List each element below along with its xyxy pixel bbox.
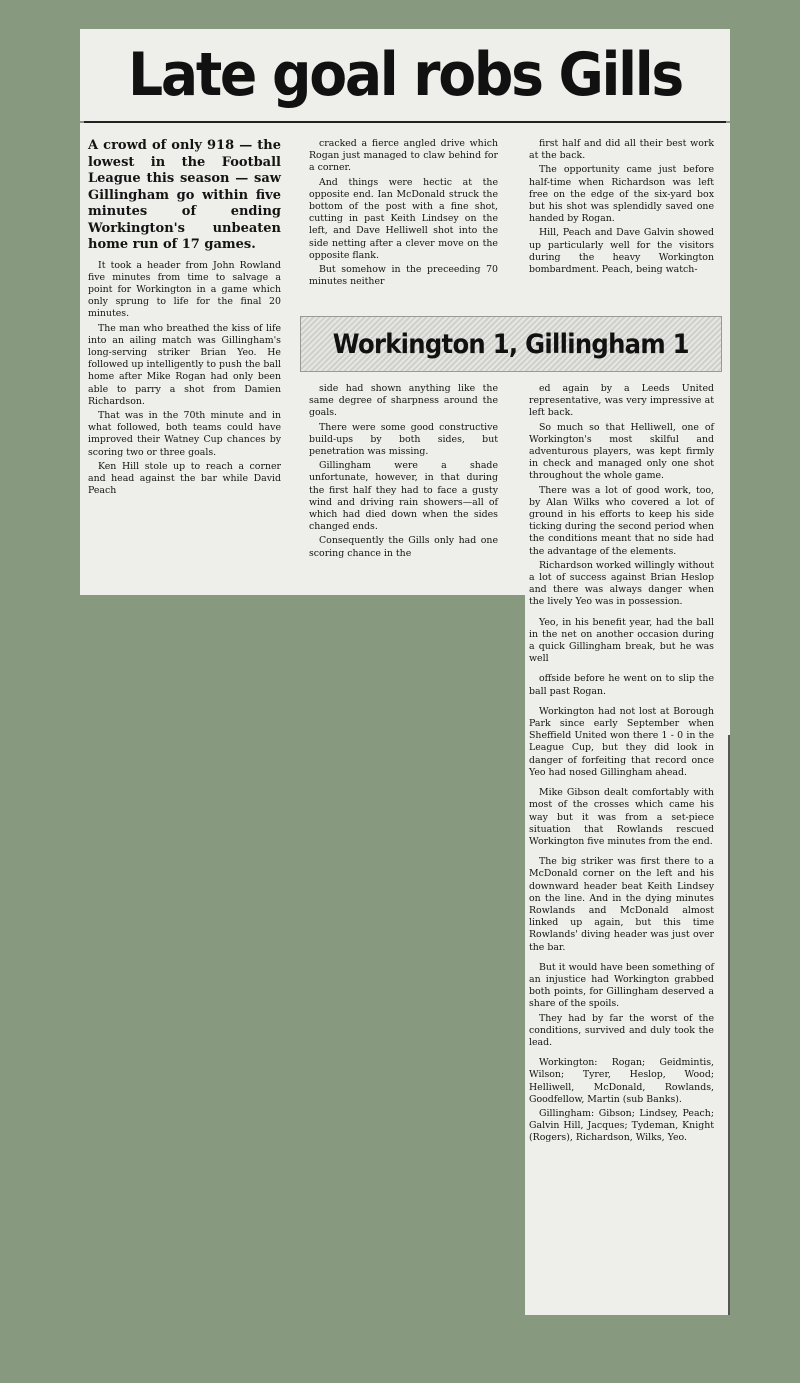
body-paragraph: There were some good constructive build-ups by both sides, but penetration was missing. <box>309 421 498 458</box>
article-column-3-top <box>529 138 714 278</box>
body-paragraph: Mike Gibson dealt comfortably with most of the crosses which came his way but it was from a set-piece situation that Rowlands rescued Workington five minutes from the end. <box>529 787 714 847</box>
body-paragraph: But somehow in the preceeding 70 minutes neither <box>309 264 498 288</box>
article-column-2-bottom <box>309 383 498 562</box>
score-headline: Workington 1, Gillingham 1 <box>332 328 690 360</box>
body-paragraph: Consequently the Gills only had one scoring chance in the <box>309 535 498 559</box>
body-paragraph: But it would have been something of an injustice had Workington grabbed both points, for Gillingham deserved a share of the spoils. <box>529 961 714 1010</box>
body-paragraph: Workington had not lost at Borough Park since early September when Sheffield United won there 1 - 0 in the League Cup, but they did look in danger of forfeiting that record once Yeo had nosed Gillingham ahead. <box>529 705 714 778</box>
article-column-1 <box>88 138 281 499</box>
body-paragraph: That was in the 70th minute and in what followed, both teams could have improved their Watney Cup chances by scoring two or three goals. <box>88 409 281 458</box>
team-lineup-workington: Workington: Rogan; Geidmintis, Wilson; Tyrer, Heslop, Wood; Helliwell, McDonald, Rowlands, Goodfellow, Martin (sub Banks). <box>529 1057 714 1105</box>
body-paragraph: side had shown anything like the same degree of sharpness around the goals. <box>309 383 498 419</box>
body-paragraph: It took a header from John Rowland five minutes from time to salvage a point for Workington in a game which only sprung to life for the final 20 minutes. <box>88 259 281 320</box>
body-paragraph: first half and did all their best work at the back. <box>529 138 714 162</box>
article-column-3-bottom <box>529 383 714 1147</box>
body-paragraph: So much so that Helliwell, one of Workington's most skilful and adventurous players, was kept firmly in check and managed only one shot throughout the whole game. <box>529 421 714 482</box>
team-lineup-gillingham: Gillingham: Gibson; Lindsey, Peach; Galvin Hill, Jacques; Tydeman, Knight (Rogers), Richardson, Wilks, Yeo. <box>529 1107 714 1144</box>
body-paragraph: cracked a fierce angled drive which Rogan just managed to claw behind for a corner. <box>309 138 498 174</box>
headline-rule <box>84 121 726 123</box>
headline: Late goal robs Gills <box>128 40 682 110</box>
body-paragraph: The big striker was first there to a McDonald corner on the left and his downward header beat Keith Lindsey on the line. And in the dying minutes Rowlands and McDonald almost linked up again, but this time Rowlands' diving header was just over the bar. <box>529 856 714 953</box>
body-paragraph: Hill, Peach and Dave Galvin showed up particularly well for the visitors during the heavy Workington bombardment. Peach, being watch- <box>529 227 714 276</box>
score-banner <box>300 316 722 372</box>
body-paragraph: Gillingham were a shade unfortunate, however, in that during the first half they had to face a gusty wind and driving rain showers—all of which had died down when the sides changed ends. <box>309 460 498 533</box>
body-paragraph: The man who breathed the kiss of life into an ailing match was Gillingham's long-serving striker Brian Yeo. He followed up intelligently to push the ball home after Mike Rogan had only been able to parry a shot from Damien Richardson. <box>88 322 281 407</box>
body-paragraph: ed again by a Leeds United representative, was very impressive at left back. <box>529 383 714 419</box>
body-paragraph: The opportunity came just before half-time when Richardson was left free on the edge of the six-yard box but his shot was splendidly saved one handed by Rogan. <box>529 164 714 225</box>
body-paragraph: offside before he went on to slip the ball past Rogan. <box>529 673 714 697</box>
body-paragraph: Richardson worked willingly without a lot of success against Brian Heslop and there was always danger when the lively Yeo was in possession. <box>529 559 714 608</box>
body-paragraph: There was a lot of good work, too, by Alan Wilks who covered a lot of ground in his efforts to keep his side ticking during the second period when the conditions meant that no side had the advantage of the elements. <box>529 484 714 557</box>
article-column-2-top <box>309 138 498 290</box>
body-paragraph: Yeo, in his benefit year, had the ball in the net on another occasion during a quick Gillingham break, but he was well <box>529 616 714 665</box>
clipping-edge <box>728 735 730 1315</box>
body-paragraph: Ken Hill stole up to reach a corner and head against the bar while David Peach <box>88 460 281 497</box>
lead-paragraph: A crowd of only 918 — the lowest in the Football League this season — saw Gillingham go within five minutes of ending Workington's unbeaten home run of 17 games. <box>88 138 281 252</box>
body-paragraph: And things were hectic at the opposite end. Ian McDonald struck the bottom of the post with a fine shot, cutting in past Keith Lindsey on the left, and Dave Helliwell shot into the side netting after a clever move on the opposite flank. <box>309 176 498 261</box>
body-paragraph: They had by far the worst of the conditions, survived and duly took the lead. <box>529 1012 714 1048</box>
